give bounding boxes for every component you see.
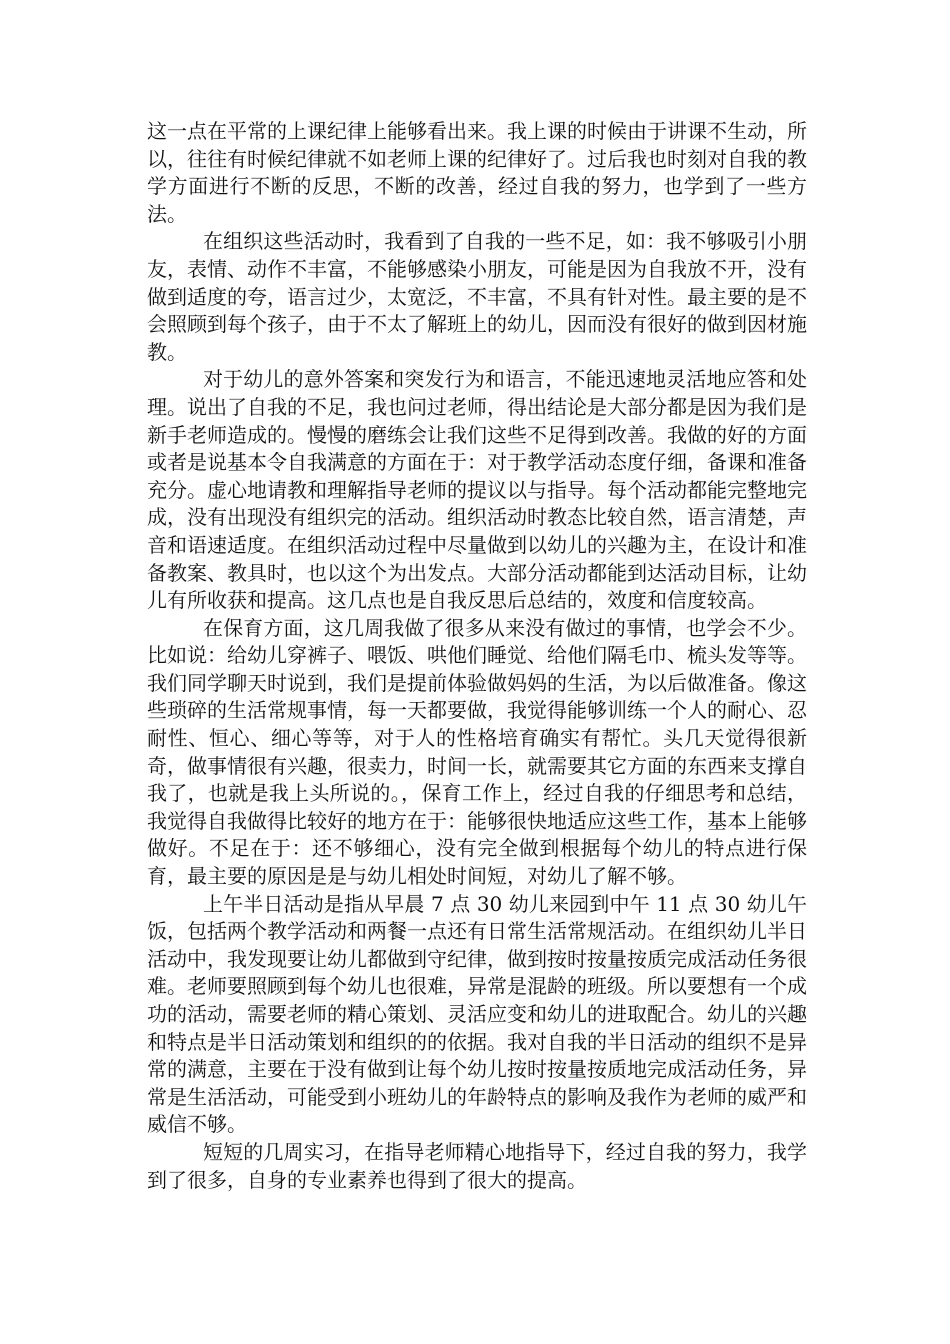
paragraph-2: 在组织这些活动时，我看到了自我的一些不足，如：我不够吸引小朋友，表情、动作不丰富，不能够感染小朋友，可能是因为自我放不开，没有做到适度的夸，语言过少，太宽泛，不丰富，不具有针对性。最主要的是不会照顾到每个孩子，由于不太了解班上的幼儿，因而没有很好的做到因材施教。 — [147, 229, 807, 364]
paragraph-4: 在保育方面，这几周我做了很多从来没有做过的事情，也学会不少。比如说：给幼儿穿裤子、喂饭、哄他们睡觉、给他们隔毛巾、梳头发等等。我们同学聊天时说到，我们是提前体验做妈妈的生活，为以后做准备。像这些琐碎的生活常规事情，每一天都要做，我觉得能够训练一个人的耐心、忍耐性、恒心、细心等等，对于人的性格培育确实有帮忙。头几天觉得很新奇，做事情很有兴趣，很卖力，时间一长，就需要其它方面的东西来支撑自我了，也就是我上头所说的。，保育工作上，经过自我的仔细思考和总结，我觉得自我做得比较好的地方在于：能够很快地适应这些工作，基本上能够做好。不足在于：还不够细心，没有完全做到根据每个幼儿的特点进行保育，最主要的原因是是与幼儿相处时间短，对幼儿了解不够。 — [147, 615, 807, 889]
paragraph-3: 对于幼儿的意外答案和突发行为和语言，不能迅速地灵活地应答和处理。说出了自我的不足，我也问过老师，得出结论是大部分都是因为我们是新手老师造成的。慢慢的磨练会让我们这些不足得到改善。我做的好的方面或者是说基本令自我满意的方面在于：对于教学活动态度仔细，备课和准备充分。虚心地请教和理解指导老师的提议以与指导。每个活动都能完整地完成，没有出现没有组织完的活动。组织活动时教态比较自然，语言清楚，声音和语速适度。在组织活动过程中尽量做到以幼儿的兴趣为主，在设计和准备教案、教具时，也以这个为出发点。大部分活动都能到达活动目标，让幼儿有所收获和提高。这几点也是自我反思后总结的，效度和信度较高。 — [147, 367, 807, 613]
paragraph-5: 上午半日活动是指从早晨 7 点 30 幼儿来园到中午 11 点 30 幼儿午饭，包括两个教学活动和两餐一点还有日常生活常规活动。在组织幼儿半日活动中，我发现要让幼儿都做到守纪律，做到按时按量按质完成活动任务很难。老师要照顾到每个幼儿也很难，异常是混龄的班级。所以要想有一个成功的活动，需要老师的精心策划、灵活应变和幼儿的进取配合。幼儿的兴趣和特点是半日活动策划和组织的的依据。我对自我的半日活动的组织不是异常的满意，主要在于没有做到让每个幼儿按时按量按质地完成活动任务，异常是生活活动，可能受到小班幼儿的年龄特点的影响及我作为老师的威严和威信不够。 — [147, 891, 807, 1137]
paragraph-1: 这一点在平常的上课纪律上能够看出来。我上课的时候由于讲课不生动，所以，往往有时候纪律就不如老师上课的纪律好了。过后我也时刻对自我的教学方面进行不断的反思，不断的改善，经过自我的努力，也学到了一些方法。 — [147, 119, 807, 226]
document-body — [147, 118, 807, 1194]
paragraph-6: 短短的几周实习，在指导老师精心地指导下，经过自我的努力，我学到了很多，自身的专业素养也得到了很大的提高。 — [147, 1139, 807, 1192]
